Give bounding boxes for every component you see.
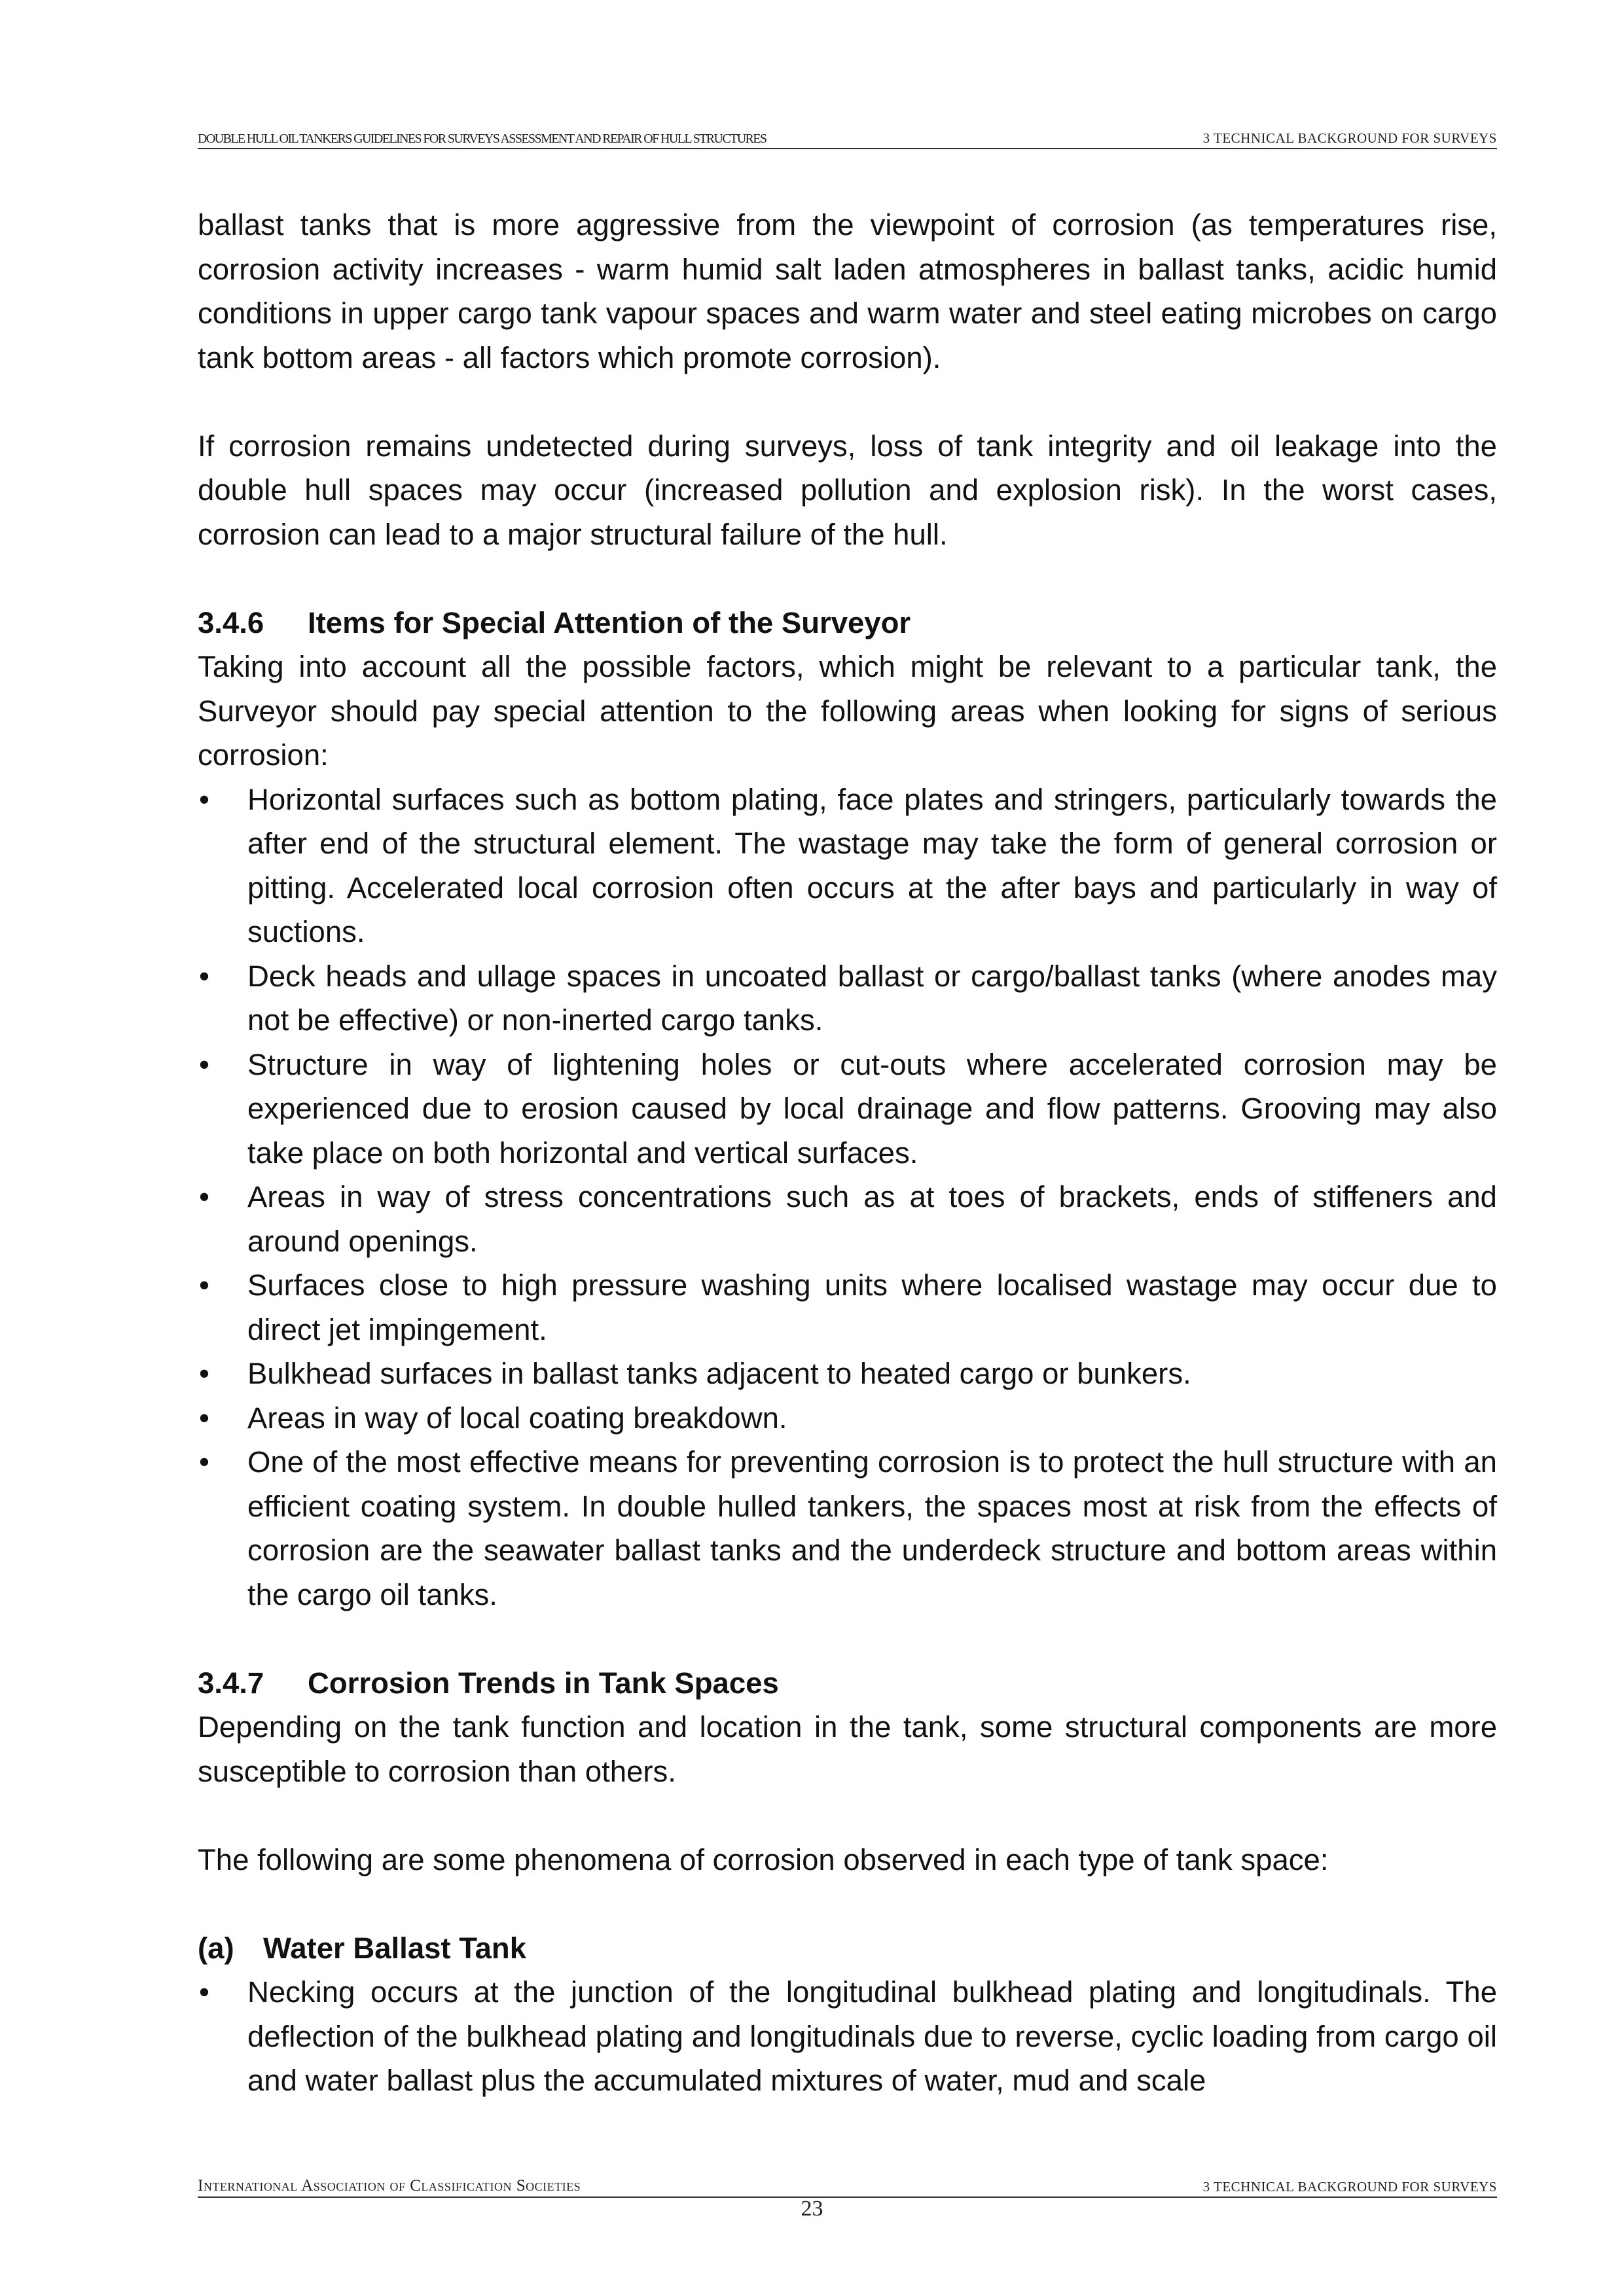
section-title: Items for Special Attention of the Surveyor <box>308 605 911 639</box>
section-heading-3-4-7 <box>198 1661 1497 1706</box>
footer-chapter-title: 3 TECHNICAL BACKGROUND FOR SURVEYS <box>1202 2179 1497 2195</box>
section-number: 3.4.7 <box>198 1666 264 1700</box>
special-attention-list <box>198 778 1497 1617</box>
subsection-heading-water-ballast <box>198 1926 1497 1971</box>
bullet-icon: • <box>199 1357 209 1390</box>
section-intro: Taking into account all the possible factors, which might be relevant to a particular tank, the Surveyor should pay special attention to the following areas when looking for signs of serious corrosion: <box>198 650 1497 772</box>
water-ballast-list <box>198 1970 1497 2103</box>
paragraph-phenomena: The following are some phenomena of corrosion observed in each type of tank space: <box>198 1842 1329 1876</box>
bullet-icon: • <box>199 959 209 993</box>
list-item: • Structure in way of lightening holes or cut-outs where accelerated corrosion may be experienced due to erosion caused by local drainage and flow patterns. Grooving may also take place on both horizontal and vertical surfaces. <box>198 1043 1497 1175</box>
section-title: Corrosion Trends in Tank Spaces <box>308 1666 779 1700</box>
section-heading-3-4-6 <box>198 601 1497 645</box>
bullet-icon: • <box>199 1445 209 1479</box>
bullet-icon: • <box>199 782 209 816</box>
bullet-icon: • <box>199 1268 209 1302</box>
subsection-label: (a) <box>198 1931 234 1965</box>
list-item: • Surfaces close to high pressure washing units where localised wastage may occur due to direct jet impingement. <box>198 1263 1497 1352</box>
paragraph-undetected-corrosion: If corrosion remains undetected during surveys, loss of tank integrity and oil leakage into the double hull spaces may occur (increased pollution and explosion risk). In the worst cases, corrosion can lead to a major structural failure of the hull. <box>198 429 1497 551</box>
list-item: • Deck heads and ullage spaces in uncoated ballast or cargo/ballast tanks (where anodes may not be effective) or non-inerted cargo tanks. <box>198 954 1497 1043</box>
page-body <box>198 203 1497 2103</box>
list-item: • Horizontal surfaces such as bottom plating, face plates and stringers, particularly towards the after end of the structural element. The wastage may take the form of general corrosion or pitting. Accelerated local corrosion often occurs at the after bays and particularly in way of suctions. <box>198 778 1497 954</box>
page-number: 23 <box>801 2197 823 2221</box>
section-number: 3.4.6 <box>198 605 264 639</box>
bullet-icon: • <box>199 1401 209 1435</box>
bullet-icon: • <box>199 1047 209 1081</box>
bullet-icon: • <box>199 1975 209 2009</box>
list-item: • Necking occurs at the junction of the longitudinal bulkhead plating and longitudinals. The deflection of the bulkhead plating and longitudinals due to reverse, cyclic loading from cargo oil and water ballast plus the accumulated mixtures of water, mud and scale <box>198 1970 1497 2103</box>
header-chapter-title: 3 TECHNICAL BACKGROUND FOR SURVEYS <box>1202 130 1497 146</box>
footer-organization: International Association of Classification Societies <box>198 2177 581 2195</box>
list-item: • Areas in way of local coating breakdown. <box>198 1396 1497 1441</box>
section-intro: Depending on the tank function and location in the tank, some structural components are more susceptible to corrosion than others. <box>198 1710 1497 1788</box>
subsection-title: Water Ballast Tank <box>263 1931 527 1965</box>
paragraph-ballast-tanks: ballast tanks that is more aggressive from the viewpoint of corrosion (as temperatures rise, corrosion activity increases - warm humid salt laden atmospheres in ballast tanks, acidic humid conditions in upper cargo tank vapour spaces and warm water and steel eating microbes on cargo tank bottom areas - all factors which promote corrosion). <box>198 208 1497 374</box>
bullet-icon: • <box>199 1180 209 1213</box>
list-item: • Bulkhead surfaces in ballast tanks adjacent to heated cargo or bunkers. <box>198 1352 1497 1396</box>
list-item: • Areas in way of stress concentrations such as at toes of brackets, ends of stiffeners and around openings. <box>198 1175 1497 1263</box>
header-document-title: DOUBLE HULL OIL TANKERS GUIDELINES FOR SURVEYS ASSESSMENT AND REPAIR OF HULL STRUCTURES <box>198 132 767 146</box>
list-item: • One of the most effective means for preventing corrosion is to protect the hull structure with an efficient coating system. In double hulled tankers, the spaces most at risk from the effects of corrosion are the seawater ballast tanks and the underdeck structure and bottom areas within the cargo oil tanks. <box>198 1440 1497 1617</box>
running-header <box>198 130 1497 149</box>
running-footer <box>198 2178 1497 2198</box>
